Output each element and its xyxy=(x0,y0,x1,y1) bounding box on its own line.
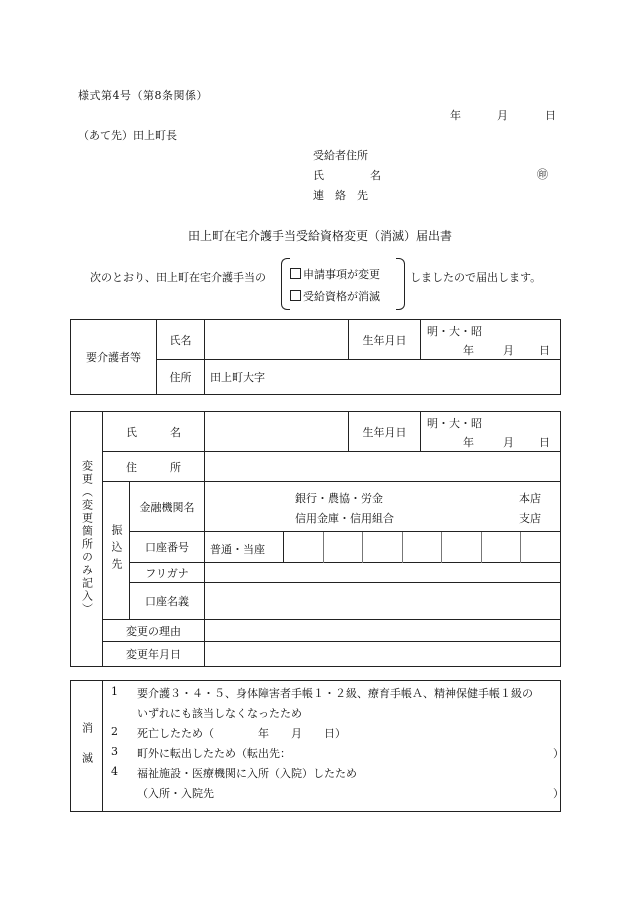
furigana-field[interactable] xyxy=(205,563,561,583)
transfer-label-cell xyxy=(103,482,130,620)
extinction-table xyxy=(70,680,564,812)
change-dob-year: 年 xyxy=(463,436,475,449)
option-extinct[interactable] xyxy=(290,288,380,304)
account-no-label: 口座番号 xyxy=(130,532,205,563)
reason-3-no: 3 xyxy=(111,745,118,758)
intro-after: しましたので届出します。 xyxy=(410,271,542,284)
reason-label: 変更の理由 xyxy=(103,620,205,642)
care-name-field[interactable] xyxy=(205,320,349,360)
change-dob-day: 日 xyxy=(539,436,551,449)
bank-line1: 銀行・農協・労金 xyxy=(295,492,383,505)
bank-label: 金融機関名 xyxy=(130,482,205,532)
applicant-contact-label: 連 絡 先 xyxy=(313,189,368,202)
care-dob-field[interactable] xyxy=(421,320,561,360)
reason-field[interactable] xyxy=(205,620,561,642)
form-number: 様式第4号（第8条関係） xyxy=(78,89,208,102)
reason-1-no: 1 xyxy=(111,685,118,698)
checkbox-icon[interactable] xyxy=(290,290,301,301)
branch-main: 本店 xyxy=(519,492,541,505)
option-change[interactable] xyxy=(290,266,380,282)
change-table xyxy=(70,411,561,667)
date-day: 日 xyxy=(545,109,556,122)
care-heading: 要介護者等 xyxy=(71,320,157,395)
change-name-field[interactable] xyxy=(205,412,349,452)
furigana-label: フリガナ xyxy=(130,563,205,583)
option-change-label: 申請事項が変更 xyxy=(303,268,380,281)
change-date-field[interactable] xyxy=(205,642,561,667)
reason-4-cont: （入所・入院先 xyxy=(137,787,214,800)
care-addr-label: 住所 xyxy=(157,360,205,395)
date-month: 月 xyxy=(497,109,508,122)
reason-2-text: 死亡したため（ 年 月 日） xyxy=(137,727,346,740)
change-dob-label: 生年月日 xyxy=(349,412,421,452)
applicant-address-label: 受給者住所 xyxy=(313,149,368,162)
option-extinct-label: 受給資格が消滅 xyxy=(303,290,380,303)
applicant-name-label-a: 氏 xyxy=(313,169,324,182)
transfer-label: 振込先 xyxy=(110,523,123,575)
applicant-name-label-b: 名 xyxy=(370,169,381,182)
reason-2-no: 2 xyxy=(111,725,118,738)
holder-field[interactable] xyxy=(205,583,561,620)
care-recipient-table xyxy=(70,319,561,395)
change-name-label: 氏 名 xyxy=(103,412,205,452)
extinction-heading: 消 滅 xyxy=(80,722,94,767)
change-era: 明・大・昭 xyxy=(427,417,483,430)
change-addr-field[interactable] xyxy=(205,452,561,482)
care-dob-month: 月 xyxy=(503,344,514,357)
account-no-field[interactable] xyxy=(205,532,561,563)
bank-line2: 信用金庫・信用組合 xyxy=(295,512,394,525)
care-name-label: 氏名 xyxy=(157,320,205,360)
care-dob-day: 日 xyxy=(539,344,550,357)
care-addr-field[interactable]: 田上町大字 xyxy=(205,360,561,395)
change-date-label: 変更年月日 xyxy=(103,642,205,667)
reason-1-cont: いずれにも該当しなくなったため xyxy=(137,707,302,720)
account-type: 普通・当座 xyxy=(210,543,265,556)
seal-mark: ㊞ xyxy=(537,168,548,181)
reason-4-no: 4 xyxy=(111,765,118,778)
change-addr-label: 住 所 xyxy=(103,452,205,482)
holder-label: 口座名義 xyxy=(130,583,205,620)
change-dob-month: 月 xyxy=(503,436,515,449)
change-dob-field[interactable] xyxy=(421,412,561,452)
reason-1-text: 要介護３・４・５、身体障害者手帳１・２級、療育手帳Ａ、精神保健手帳１級の xyxy=(137,687,533,700)
reason-3-text: 町外に転出したため（転出先： xyxy=(137,747,291,760)
reason-4-text: 福祉施設・医療機関に入所（入院）したため xyxy=(137,767,357,780)
reason-4-close: ） xyxy=(553,787,564,800)
option-bracket xyxy=(281,258,405,308)
date-year: 年 xyxy=(450,109,461,122)
extinction-heading-cell xyxy=(71,681,103,812)
extinction-reasons xyxy=(103,681,564,812)
branch-sub: 支店 xyxy=(519,512,541,525)
care-dob-year: 年 xyxy=(463,344,474,357)
bank-field[interactable] xyxy=(205,482,561,532)
care-dob-label: 生年月日 xyxy=(349,320,421,360)
care-era: 明・大・昭 xyxy=(427,325,482,338)
addressee: （あて先）田上町長 xyxy=(78,129,177,142)
intro-before: 次のとおり、田上町在宅介護手当の xyxy=(90,271,266,284)
checkbox-icon[interactable] xyxy=(290,268,301,279)
change-heading-cell xyxy=(71,412,103,667)
reason-3-close: ） xyxy=(553,747,564,760)
form-title: 田上町在宅介護手当受給資格変更（消滅）届出書 xyxy=(188,229,453,243)
change-heading: 変更（変更箇所のみ記入） xyxy=(80,459,94,616)
